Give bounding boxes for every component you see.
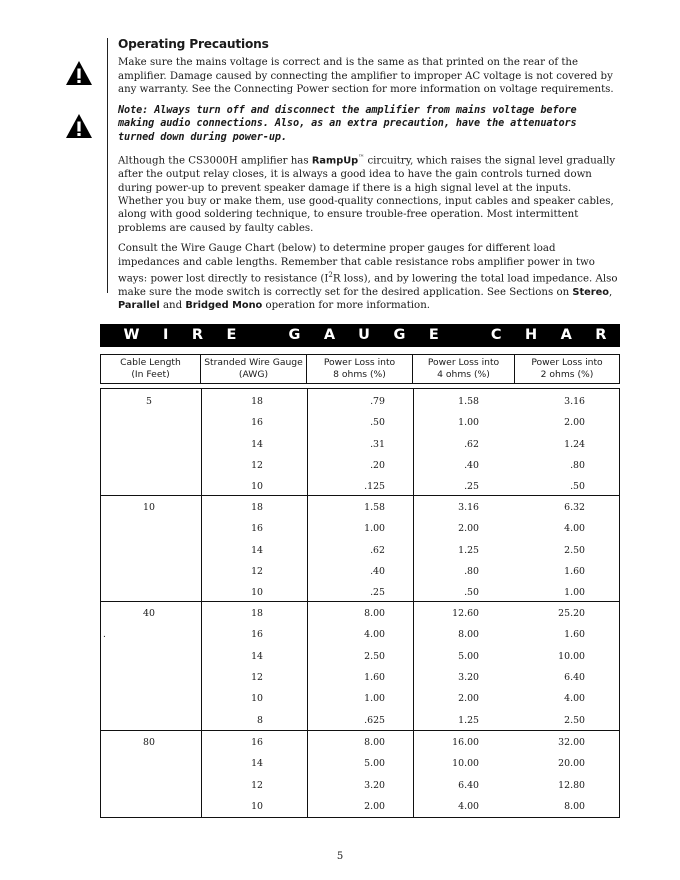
wire-gauge-cell: 12 [251, 779, 263, 791]
loss-8-ohm-cell: 5.00 [364, 758, 385, 770]
bridged-mono-term: Bridged Mono [185, 300, 263, 312]
group-divider [101, 495, 619, 496]
loss-8-ohm-cell: .79 [370, 396, 385, 407]
loss-8-ohm-cell: .62 [370, 544, 385, 556]
loss-2-ohm-cell: 6.32 [564, 502, 585, 513]
wire-gauge-cell: 12 [251, 459, 263, 471]
note-paragraph: Note: Always turn off and disconnect the amplifier from mains voltage before making audio connections. Also, as an extra precaution, have the attenuators turned down during power-up. [118, 104, 577, 143]
column-divider [307, 389, 308, 817]
loss-2-ohm-cell: 1.60 [564, 565, 585, 577]
section-heading: Operating Precautions [118, 37, 269, 51]
voltage-paragraph: Make sure the mains voltage is correct and is the same as that printed on the rear of the amplifier. Damage caused by connecting the amplifier to improper AC voltage is not covered by any warranty. See the Connecting Power section for more information on voltage requirements. [118, 57, 614, 96]
wire-gauge-cell: 14 [251, 544, 263, 556]
wire-gauge-cell: 16 [251, 629, 263, 641]
loss-2-ohm-cell: 1.60 [564, 629, 585, 641]
header-loss-8-ohm: Power Loss into 8 ohms (%) [307, 355, 413, 383]
loss-4-ohm-cell: 16.00 [452, 737, 479, 748]
loss-4-ohm-cell: 8.00 [458, 629, 479, 641]
loss-4-ohm-cell: 1.25 [458, 714, 479, 726]
loss-4-ohm-cell: 1.58 [458, 396, 479, 407]
loss-4-ohm-cell: .25 [464, 481, 479, 493]
wire-gauge-cell: 18 [251, 396, 263, 407]
wire-gauge-cell: 8 [257, 714, 263, 726]
loss-2-ohm-cell: 4.00 [564, 523, 585, 535]
loss-4-ohm-cell: 5.00 [458, 650, 479, 662]
header-wire-gauge: Stranded Wire Gauge (AWG) [201, 355, 307, 383]
wire-gauge-cell: 16 [251, 523, 263, 535]
loss-2-ohm-cell: 12.80 [558, 779, 585, 791]
wire-gauge-cell: 10 [251, 693, 263, 705]
warning-icon [65, 60, 93, 86]
loss-8-ohm-cell: 8.00 [364, 737, 385, 748]
precautions-section [118, 38, 618, 320]
loss-8-ohm-cell: 3.20 [364, 779, 385, 791]
cable-length-cell: 80 [143, 737, 155, 748]
loss-4-ohm-cell: 1.25 [458, 544, 479, 556]
loss-2-ohm-cell: 8.00 [564, 800, 585, 812]
wire-gauge-cell: 18 [251, 608, 263, 619]
chart-body [100, 388, 620, 818]
loss-2-ohm-cell: 4.00 [564, 693, 585, 705]
loss-8-ohm-cell: 1.00 [364, 523, 385, 535]
loss-2-ohm-cell: 1.00 [564, 587, 585, 599]
parallel-term: Parallel [118, 300, 160, 312]
rampup-paragraph: Although the CS3000H amplifier has RampUp™ circuitry, which raises the signal level gradually after the output relay closes, it is always a good idea to have the gain controls turned down during power-up to prevent speaker damage if there is a high signal level at the inputs. Whether you buy or make them, use good-quality connections, input cables and speaker cables, along with good soldering technique, to ensure trouble-free operation. Most intermittent problems are caused by faulty cables. [118, 154, 616, 234]
loss-4-ohm-cell: .80 [464, 565, 479, 577]
loss-8-ohm-cell: .25 [370, 587, 385, 599]
loss-4-ohm-cell: 10.00 [452, 758, 479, 770]
loss-2-ohm-cell: 32.00 [558, 737, 585, 748]
wire-gauge-cell: 16 [251, 417, 263, 429]
stray-mark: . [103, 630, 106, 640]
loss-4-ohm-cell: .62 [464, 438, 479, 450]
cable-length-cell: 10 [143, 502, 155, 513]
wire-gauge-cell: 10 [251, 800, 263, 812]
loss-2-ohm-cell: 2.50 [564, 544, 585, 556]
column-divider [413, 389, 414, 817]
loss-8-ohm-cell: 8.00 [364, 608, 385, 619]
loss-8-ohm-cell: .40 [370, 565, 385, 577]
wire-gauge-cell: 14 [251, 650, 263, 662]
page-number: 5 [336, 851, 344, 862]
loss-8-ohm-cell: 2.50 [364, 650, 385, 662]
rampup-term: RampUp [311, 155, 359, 167]
loss-2-ohm-cell: 3.16 [564, 396, 585, 407]
loss-2-ohm-cell: 10.00 [558, 650, 585, 662]
stereo-term: Stereo [572, 286, 609, 298]
warning-icon [65, 113, 93, 139]
wire-gauge-paragraph: Consult the Wire Gauge Chart (below) to determine proper gauges for different load impedances and cable lengths. Remember that cable resistance robs amplifier power in two ways: power lost directly to resistance ($I^2R$ loss), and by lowering the total load impedance. Also make sure the mode switch is correctly set for the desired application. See Sections on Stereo, Parallel and Bridged Mono operation for more information. [118, 243, 618, 312]
loss-4-ohm-cell: .50 [464, 587, 479, 599]
loss-8-ohm-cell: .125 [364, 481, 385, 493]
loss-4-ohm-cell: 2.00 [458, 693, 479, 705]
loss-8-ohm-cell: 4.00 [364, 629, 385, 641]
chart-title: WIRE GAUGE CHART [100, 324, 620, 347]
margin-rule [107, 38, 108, 293]
loss-8-ohm-cell: 1.00 [364, 693, 385, 705]
wire-gauge-cell: 14 [251, 438, 263, 450]
loss-4-ohm-cell: .40 [464, 459, 479, 471]
loss-8-ohm-cell: .20 [370, 459, 385, 471]
loss-8-ohm-cell: .625 [364, 714, 385, 726]
loss-4-ohm-cell: 1.00 [458, 417, 479, 429]
loss-2-ohm-cell: 25.20 [558, 608, 585, 619]
loss-8-ohm-cell: 1.60 [364, 671, 385, 683]
loss-2-ohm-cell: .50 [570, 481, 585, 493]
loss-4-ohm-cell: 2.00 [458, 523, 479, 535]
cable-length-cell: 5 [146, 396, 152, 407]
chart-header-row [100, 354, 620, 384]
loss-8-ohm-cell: 2.00 [364, 800, 385, 812]
wire-gauge-cell: 10 [251, 587, 263, 599]
loss-2-ohm-cell: 1.24 [564, 438, 585, 450]
loss-2-ohm-cell: 2.00 [564, 417, 585, 429]
loss-2-ohm-cell: 6.40 [564, 671, 585, 683]
loss-2-ohm-cell: 20.00 [558, 758, 585, 770]
loss-4-ohm-cell: 6.40 [458, 779, 479, 791]
loss-8-ohm-cell: .50 [370, 417, 385, 429]
cable-length-cell: 40 [143, 608, 155, 619]
loss-2-ohm-cell: 2.50 [564, 714, 585, 726]
wire-gauge-cell: 16 [251, 737, 263, 748]
loss-4-ohm-cell: 4.00 [458, 800, 479, 812]
header-cable-length: Cable Length (In Feet) [101, 355, 201, 383]
loss-8-ohm-cell: .31 [370, 438, 385, 450]
wire-gauge-cell: 14 [251, 758, 263, 770]
group-divider [101, 601, 619, 602]
wire-gauge-cell: 18 [251, 502, 263, 513]
loss-4-ohm-cell: 12.60 [452, 608, 479, 619]
loss-4-ohm-cell: 3.16 [458, 502, 479, 513]
loss-8-ohm-cell: 1.58 [364, 502, 385, 513]
loss-4-ohm-cell: 3.20 [458, 671, 479, 683]
wire-gauge-cell: 10 [251, 481, 263, 493]
loss-2-ohm-cell: .80 [570, 459, 585, 471]
wire-gauge-cell: 12 [251, 671, 263, 683]
header-loss-4-ohm: Power Loss into 4 ohms (%) [413, 355, 515, 383]
header-loss-2-ohm: Power Loss into 2 ohms (%) [531, 357, 603, 380]
column-divider [201, 389, 202, 817]
wire-gauge-cell: 12 [251, 565, 263, 577]
group-divider [101, 730, 619, 731]
